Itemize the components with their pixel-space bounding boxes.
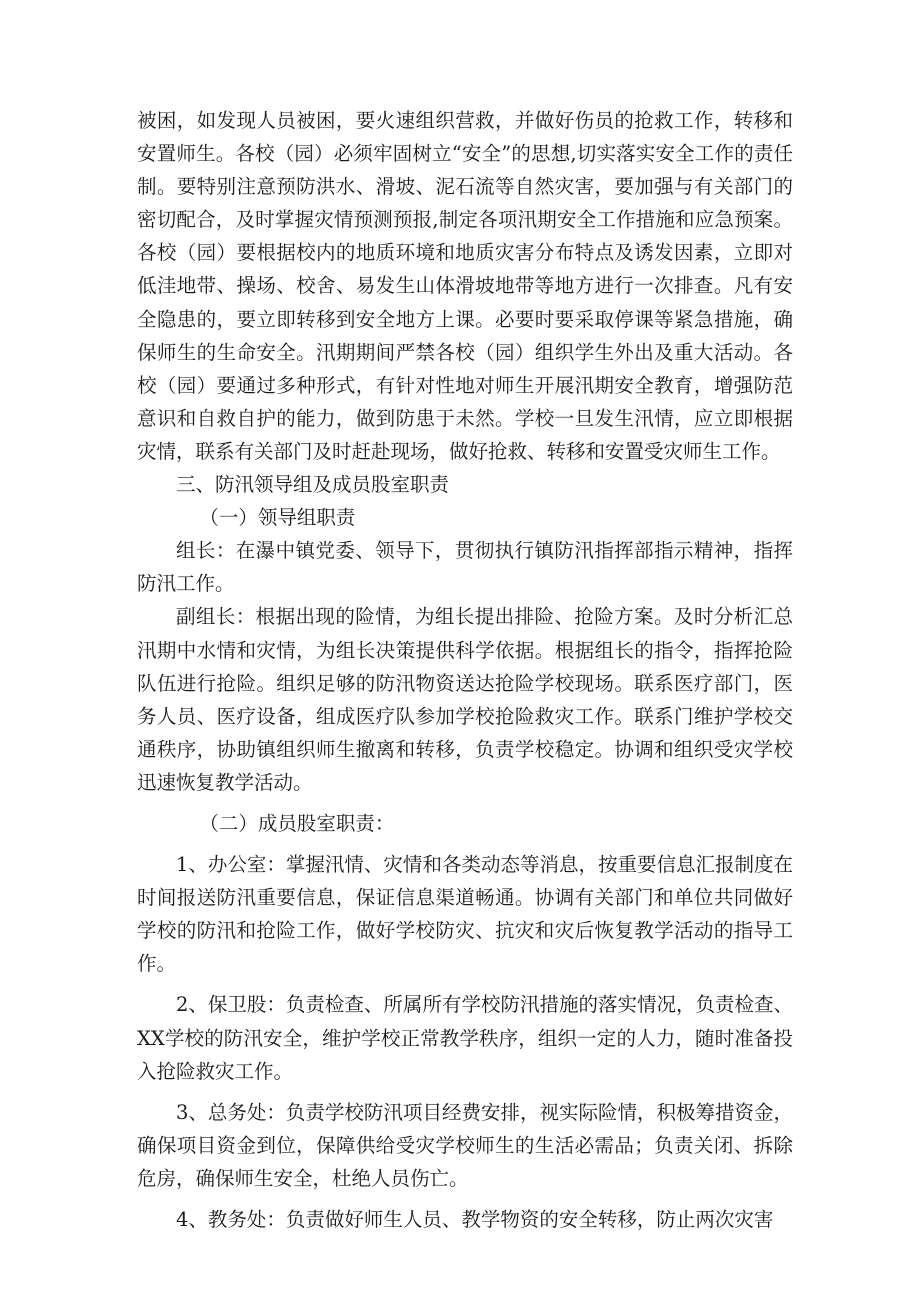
paragraph-team-leader: 组长：在瀑中镇党委、领导下，贯彻执行镇防汛指挥部指示精神，指挥防汛工作。 [137, 539, 793, 596]
document-body [137, 104, 793, 1236]
section-heading-duties: 三、防汛领导组及成员股室职责 [176, 473, 450, 497]
paragraph-office: 1、办公室：掌握汛情、灾情和各类动态等消息，按重要信息汇报制度在时间报送防汛重要信息，保证信息渠道畅通。协调有关部门和单位共同做好学校的防汛和抢险工作，做好学校防灾、抗灾和灾后恢复教学活动的指导工作。 [137, 853, 793, 976]
paragraph-security: 2、保卫股：负责检查、所属所有学校防汛措施的落实情况，负责检查、XX学校的防汛安全，维护学校正常教学秩序，组织一定的人力，随时准备投入抢险救灾工作。 [137, 993, 793, 1083]
subsection-heading-members: （二）成员股室职责： [199, 811, 395, 835]
paragraph-deputy-leader: 副组长：根据出现的险情，为组长提出排险、抢险方案。及时分析汇总汛期中水情和灾情，为组长决策提供科学依据。根据组长的指令，指挥抢险队伍进行抢险。组织足够的防汛物资送达抢险学校现场。联系医疗部门，医务人员、医疗设备，组成医疗队参加学校抢险救灾工作。联系门维护学校交通秩序，协助镇组织师生撤离和转移，负责学校稳定。协调和组织受灾学校迅速恢复教学活动。 [137, 605, 793, 794]
paragraph-academic-affairs: 4、教务处：负责做好师生人员、教学物资的安全转移，防止两次灾害 [176, 1208, 774, 1231]
subsection-heading-leadership: （一）领导组职责 [199, 506, 356, 530]
paragraph-flood-safety: 被困，如发现人员被困，要火速组织营救，并做好伤员的抢救工作，转移和安置师生。各校（园）必须牢固树立“安全”的思想,切实落实安全工作的责任制。要特别注意预防洪水、滑坡、泥石流等自然灾害，要加强与有关部门的密切配合，及时掌握灾情预测预报,制定各项汛期安全工作措施和应急预案。各校（园）要根据校内的地质环境和地质灾害分布特点及诱发因素，立即对低洼地带、操场、校舍、易发生山体滑坡地带等地方进行一次排查。凡有安全隐患的，要立即转移到安全地方上课。必要时要采取停课等紧急措施，确保师生的生命安全。汛期期间严禁各校（园）组织学生外出及重大活动。各校（园）要通过多种形式，有针对性地对师生开展汛期安全教育，增强防范意识和自救自护的能力，做到防患于未然。学校一旦发生汛情，应立即根据灾情，联系有关部门及时赶赴现场，做好抢救、转移和安置受灾师生工作。 [137, 109, 793, 463]
paragraph-general-affairs: 3、总务处：负责学校防汛项目经费安排，视实际险情，积极筹措资金，确保项目资金到位，保障供给受灾学校师生的生活必需品；负责关闭、拆除危房，确保师生安全，杜绝人员伤亡。 [137, 1100, 793, 1190]
